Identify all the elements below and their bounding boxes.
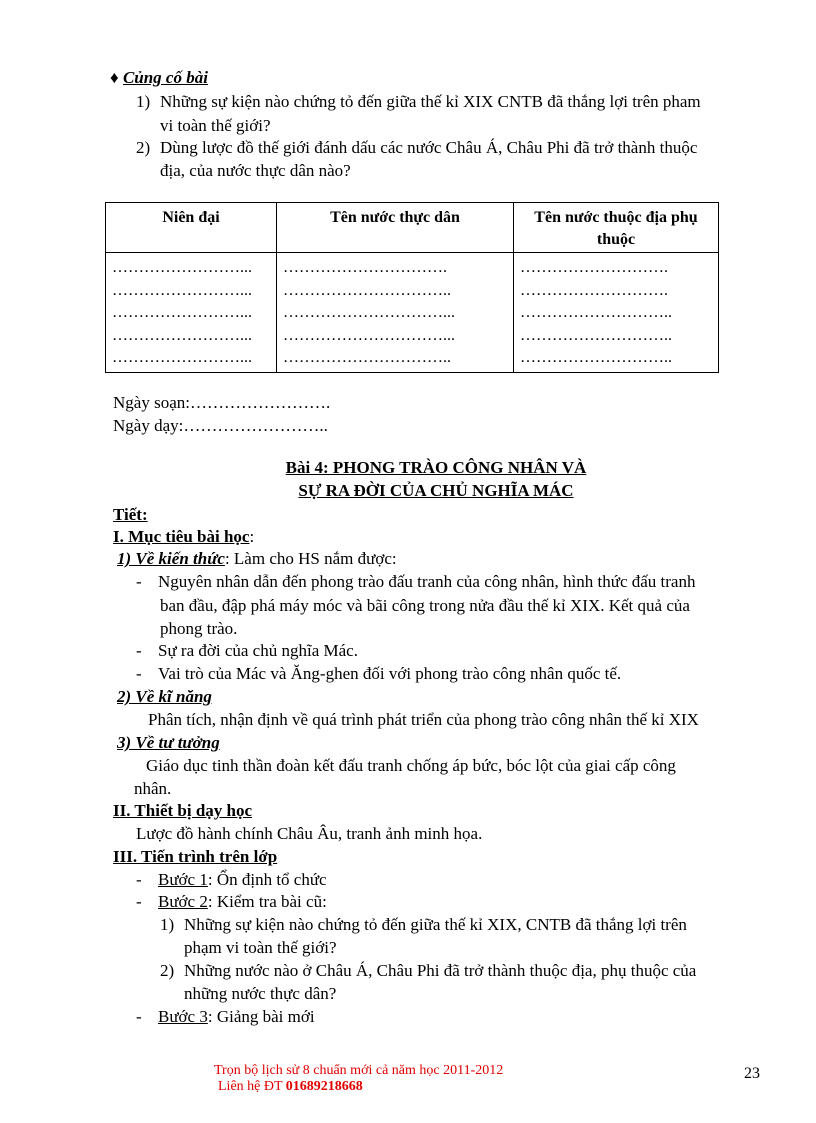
- knowledge-item-3: [136, 664, 621, 684]
- skill-label: 2) Về kĩ năng: [117, 687, 212, 706]
- dotted-line: ……………………...: [112, 281, 252, 299]
- dotted-line: ……………………...: [112, 304, 252, 321]
- dotted-line: ………………………..: [520, 326, 672, 344]
- step1-text: : Ổn định tổ chức: [207, 870, 327, 889]
- period-label: Tiết:: [113, 505, 148, 524]
- section-heading: I. Mục tiêu bài học: [113, 527, 250, 546]
- step2-text: : Kiểm tra bài cũ:: [207, 892, 327, 911]
- dotted-line: ……………………...: [112, 259, 252, 276]
- dash-bullet-icon: -: [136, 1007, 142, 1026]
- dash-bullet-icon: -: [136, 870, 142, 889]
- table-row: [106, 253, 719, 373]
- page-number: 23: [744, 1065, 760, 1082]
- knowledge-item-1: [136, 572, 695, 592]
- review-q2: [160, 961, 696, 981]
- footer-line2: [218, 1079, 363, 1095]
- step1-label: Bước 1: [158, 870, 208, 889]
- consolidate-q2-cont: địa, của nước thực dân nào?: [160, 161, 351, 180]
- colony-table: [105, 202, 719, 373]
- knowledge-item-1-cont: ban đầu, đập phá máy móc và bãi công trong nửa đầu thế kỉ XIX. Kết quả của: [160, 596, 690, 615]
- list-number: 1): [136, 92, 151, 111]
- step3-text: : Giảng bài mới: [207, 1007, 315, 1026]
- col-header-nien-dai: Niên đại: [106, 203, 277, 253]
- knowledge-item-2: [136, 641, 358, 661]
- section-objectives: [113, 527, 254, 547]
- list-number: 2): [136, 138, 151, 157]
- knowledge-label: 1) Về kiến thức: [117, 549, 225, 568]
- thought-label: 3) Về tư tưởng: [117, 733, 220, 752]
- review-q2-cont: những nước thực dân?: [184, 984, 337, 1003]
- footer-line1: Trọn bộ lịch sử 8 chuẩn mới cả năm học 2011-2012: [214, 1063, 504, 1078]
- consolidate-q1: [136, 92, 701, 112]
- dotted-line: …………………………..: [283, 349, 451, 366]
- table-cell-col3: [514, 253, 719, 373]
- section-equipment: II. Thiết bị dạy học: [113, 801, 253, 820]
- dotted-line: …………………………..: [283, 281, 451, 299]
- knowledge-text: : Làm cho HS nắm được:: [224, 549, 397, 568]
- table-header-row: [106, 203, 719, 253]
- dash-bullet-icon: -: [136, 664, 142, 683]
- dotted-line: ………………………..: [520, 349, 672, 366]
- section-procedure: III. Tiến trình trên lớp: [113, 847, 278, 866]
- review-q1: [160, 915, 687, 935]
- lesson-title-line2: SỰ RA ĐỜI CỦA CHỦ NGHĨA MÁC: [298, 481, 574, 500]
- knowledge-item-1-cont2: phong trào.: [160, 619, 238, 638]
- review-q1-cont: phạm vi toàn thế giới?: [184, 938, 337, 957]
- dotted-line: ……………………...: [112, 349, 252, 366]
- step-2: [136, 892, 327, 912]
- step-1: [136, 870, 327, 890]
- dotted-line: ……………………...: [112, 326, 252, 344]
- dotted-line: ……………………….: [520, 281, 668, 299]
- dotted-line: ……………………….: [520, 259, 668, 276]
- dotted-line: ………………………….: [283, 259, 447, 276]
- col-header-colony: Tên nước thuộc địa phụ thuộc: [514, 203, 719, 253]
- footer-contact-label: Liên hệ ĐT: [218, 1079, 286, 1094]
- lesson-title-line1: Bài 4: PHONG TRÀO CÔNG NHÂN VÀ: [285, 458, 587, 477]
- list-number: 1): [160, 915, 175, 934]
- consolidate-heading: Củng cố bài: [122, 68, 208, 87]
- step-3: [136, 1007, 315, 1027]
- dotted-line: ………………………..: [520, 304, 672, 321]
- consolidate-heading-row: [110, 68, 208, 88]
- dash-bullet-icon: -: [136, 641, 142, 660]
- dash-bullet-icon: -: [136, 892, 142, 911]
- q2-line1: Dùng lược đồ thế giới đánh dấu các nước Châu Á, Châu Phi đã trở thành thuộc: [160, 138, 698, 157]
- step3-label: Bước 3: [158, 1007, 208, 1026]
- k3-text: Vai trò của Mác và Ăng-ghen đối với phong trào công nhân quốc tế.: [158, 664, 622, 683]
- col-header-colonizer: Tên nước thực dân: [277, 203, 514, 253]
- dotted-line: …………………………...: [283, 304, 455, 321]
- review-q1-line1: Những sự kiện nào chứng tỏ đến giữa thế kỉ XIX, CNTB đã thắng lợi trên: [184, 915, 687, 934]
- list-number: 2): [160, 961, 175, 980]
- footer-phone: 01689218668: [285, 1079, 363, 1094]
- thought-text: Giáo dục tinh thần đoàn kết đấu tranh chống áp bức, bóc lột của giai cấp công: [146, 756, 676, 775]
- date-taught: Ngày dạy:……………………..: [113, 416, 328, 435]
- dash-bullet-icon: -: [136, 572, 142, 591]
- table-cell-col2: [277, 253, 514, 373]
- k2-text: Sự ra đời của chủ nghĩa Mác.: [158, 641, 358, 660]
- date-prepared: Ngày soạn:…………………….: [113, 393, 331, 412]
- thought-text-cont: nhân.: [134, 779, 172, 798]
- dotted-line: …………………………...: [283, 326, 455, 344]
- equipment-text: Lược đồ hành chính Châu Âu, tranh ảnh minh họa.: [136, 824, 483, 843]
- diamond-bullet-icon: ♦: [110, 68, 119, 87]
- q1-line1: Những sự kiện nào chứng tỏ đến giữa thế kỉ XIX CNTB đã thắng lợi trên pham: [160, 92, 701, 111]
- table-cell-col1: [106, 253, 277, 373]
- colon: :: [249, 527, 255, 546]
- knowledge-row: [117, 549, 397, 569]
- k1-line1: Nguyên nhân dẫn đến phong trào đấu tranh của công nhân, hình thức đấu tranh: [158, 572, 696, 591]
- consolidate-q1-cont: vi toàn thế giới?: [160, 116, 271, 135]
- review-q2-line1: Những nước nào ở Châu Á, Châu Phi đã trở thành thuộc địa, phụ thuộc của: [184, 961, 697, 980]
- skill-text: Phân tích, nhận định về quá trình phát triển của phong trào công nhân thế kỉ XIX: [148, 710, 699, 729]
- consolidate-q2: [136, 138, 697, 158]
- step2-label: Bước 2: [158, 892, 208, 911]
